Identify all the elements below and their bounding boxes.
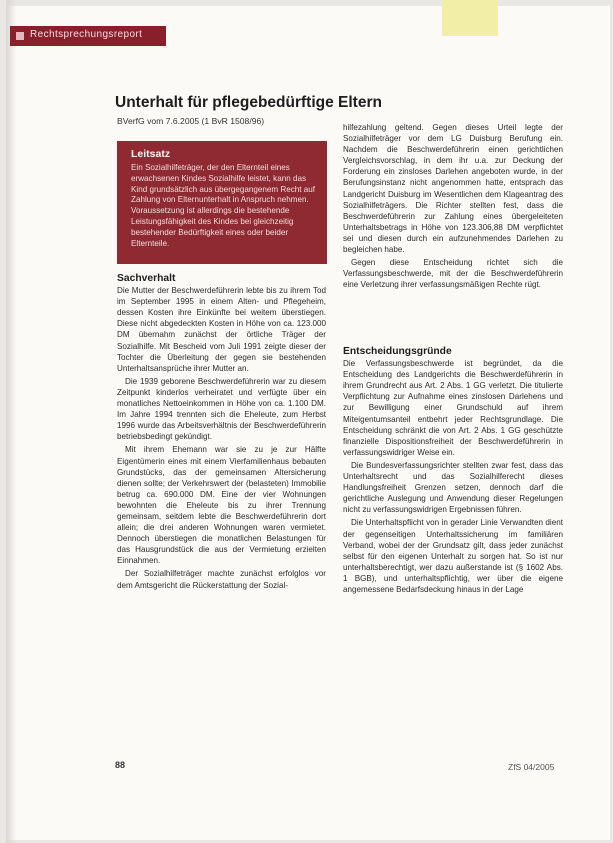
header-square-icon	[16, 32, 24, 40]
paragraph: Die Unterhaltspflicht von in gerader Linie Verwandten dient der gegenseitigen Unterhaltssicherung im familiären Verband, wobei der der Grundsatz gilt, dass jeder zunächst selbst für den eigenen Unterhalt zu sorgen hat. So ist nur unterhaltsberechtigt, wer dazu außerstande ist (§ 1602 Abs. 1 BGB), und unterhaltspflichtig, wer über die eigene angemessene Bedarfsdeckung hinaus in der Lage	[343, 518, 563, 594]
entscheidungsgruende-heading: Entscheidungsgründe	[343, 346, 452, 357]
right-column-top	[343, 122, 563, 340]
right-column-bottom	[343, 346, 563, 738]
scan-shadow-edge	[6, 0, 16, 843]
issue-label: ZfS 04/2005	[508, 762, 555, 772]
leitsatz-box	[117, 141, 327, 264]
paragraph: Die Verfassungsbeschwerde ist begründet, da die Entscheidung des Landgerichts die Beschwerdeführerin in ihrem Grundrecht aus Art. 2 Abs. 1 GG verletzt. Die titulierte Verpflichtung zur Aufnahme eines zinslosen Darlehens und zur Bewilligung einer Grundschuld auf ihrem Miteigentumsanteil entbehrt jeder Rechtsgrundlage. Die Entscheidung schränkt die von Art. 2 Abs. 1 GG geschützte finanzielle Dispositionsfreiheit der Beschwerdeführerin in verfassungswidriger Weise ein.	[343, 359, 563, 457]
sticky-note	[442, 0, 498, 36]
section-header-bar	[10, 26, 166, 46]
section-category: Rechtsprechungsreport	[30, 29, 143, 40]
case-reference: BVerfG vom 7.6.2005 (1 BvR 1508/96)	[117, 116, 265, 126]
paragraph: Die Mutter der Beschwerdeführerin lebte bis zu ihrem Tod im September 1995 in einem Alten- und Pflegeheim, dessen Kosten ihre Einkünfte bei weitem überstiegen. Diese nicht abgedeckten Kosten in Höhe von ca. 123.000 DM übernahm zunächst der örtliche Träger der Sozialhilfe. Mit Bescheid vom Juli 1991 zeigte dieser der Tochter die Überleitung der gegen sie bestehenden Unterhaltsansprüche ihrer Mutter an.	[117, 286, 326, 373]
leitsatz-heading: Leitsatz	[131, 148, 171, 160]
sachverhalt-heading: Sachverhalt	[117, 273, 176, 284]
paragraph: Die 1939 geborene Beschwerdeführerin war zu diesem Zeitpunkt kinderlos verheiratet und verfügte über ein monatliches Nettoeinkommen in Höhe von ca. 1.100 DM. Im Jahre 1994 trennten sich die Eheleute, zum Herbst 1996 wurde das Arbeitsverhältnis der Beschwerdeführerin betriebsbedingt gekündigt.	[117, 376, 326, 442]
paragraph: Die Bundesverfassungsrichter stellten zwar fest, dass das Unterhaltsrecht und das Sozialhilferecht dieses Handlungsfreiheit Grenzen setzen, dennoch darf die gerichtliche Auslegung und Anwendung dieser Regelungen nicht zu verfassungswidrigen Ergebnissen führen.	[343, 460, 563, 515]
left-column	[117, 273, 326, 737]
page-number: 88	[115, 760, 126, 770]
paragraph: hilfezahlung geltend. Gegen dieses Urteil legte der Sozialhilfeträger vor dem LG Duisburg Berufung ein. Nachdem die Beschwerdeführerin einen gerichtlichen Vergleichsvorschlag, in dem ihr u.a. zur Deckung der Forderung ein zinsloses Darlehen angeboten wurde, in der Berufungsinstanz nicht angenommen hatte, entsprach das Landgericht Duisburg im Wesentlichen dem Klageantrag des Sozialhilfeträgers. Die Richter stellten fest, dass die Beschwerdeführerin zur Zahlung eines übergeleiteten Unterhaltsbetrags in Höhe von 123.306,88 DM verpflichtet sei und diesen durch ein aufzunehmendes Darlehen zu begleichen habe.	[343, 123, 563, 255]
leitsatz-text: Ein Sozialhilfeträger, der den Elternteil eines erwachsenen Kindes Sozialhilfe leistet, kann das Kind grundsätzlich aus übergegangenem Recht auf Zahlung von Elternunterhalt in Anspruch nehmen. Voraussetzung ist allerdings die bestehende Leistungsfähigkeit des Kindes bei gleichzeitig bestehender Bedürftigkeit eines oder beider Elternteile.	[131, 163, 316, 248]
article-title: Unterhalt für pflegebedürftige Eltern	[115, 94, 382, 111]
paragraph: Mit ihrem Ehemann war sie zu je zur Hälfte Eigentümerin eines mit einem Vierfamilienhaus bebauten Grundstücks, das der gemeinsamen Altersicherung dienen sollte; der Verkehrswert der (belasteten) Immobilie betrug ca. 690.000 DM. Eine der vier Wohnungen bewohnten die Eheleute bis zu ihrer Trennung gemeinsam, seitdem lebte die Beschwerdeführerin dort allein; die drei anderen Wohnungen waren vermietet. Dennoch überstiegen die monatlichen Belastungen für das Hausgrundstück die aus der Vermietung erzielten Einnahmen.	[117, 445, 326, 566]
paragraph: Gegen diese Entscheidung richtet sich die Verfassungsbeschwerde, mit der die Beschwerdeführerin eine Verletzung ihrer verfassungsmäßigen Rechte rügt.	[343, 258, 563, 290]
paragraph: Der Sozialhilfeträger machte zunächst erfolglos vor dem Amtsgericht die Rückerstattung der Sozial-	[117, 569, 326, 590]
